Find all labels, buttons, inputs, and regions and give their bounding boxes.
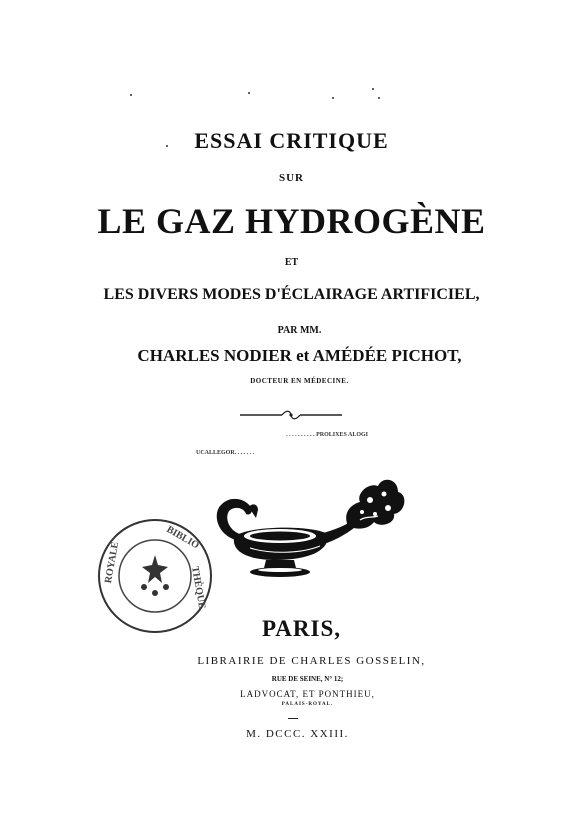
main-title: LE GAZ HYDROGÈNE [97, 201, 486, 241]
speck [332, 97, 334, 99]
imprint-co-publisher: LADVOCAT, ET PONTHIEU, [240, 689, 375, 699]
svg-text:THÈQUE: THÈQUE [189, 565, 208, 610]
svg-text:BIBLIO: BIBLIO [164, 524, 201, 552]
divider [288, 718, 298, 719]
oil-lamp-illustration [210, 468, 410, 588]
speck [372, 88, 374, 90]
title-line-1: ESSAI CRITIQUE [194, 128, 389, 153]
title-line-4: ET [284, 257, 299, 268]
speck [130, 94, 132, 96]
imprint-publisher: LIBRAIRIE DE CHARLES GOSSELIN, [197, 655, 426, 667]
speck [248, 92, 250, 94]
subtitle: LES DIVERS MODES D'ÉCLAIRAGE ARTIFICIEL, [103, 286, 480, 303]
imprint-city: PARIS, [261, 616, 342, 641]
handwritten-annotation-a: . . . . . . . . . . PROLIXES ALOGI [286, 432, 368, 438]
ornament-rule [238, 409, 344, 421]
author-names: CHARLES NODIER et AMÉDÉE PICHOT, [137, 346, 462, 365]
imprint-year: M. DCCC. XXIII. [246, 728, 349, 740]
imprint-address: RUE DE SEINE, N° 12; [271, 675, 344, 683]
imprint-co-address: PALAIS-ROYAL. [281, 702, 334, 707]
handwritten-annotation-b: UCALLEGOR. . . . . . . [196, 450, 255, 456]
speck [378, 97, 380, 99]
authors-by: PAR MM. [277, 325, 322, 336]
svg-text:ROYALE: ROYALE [103, 540, 122, 585]
title-line-2: SUR [278, 172, 304, 184]
author-role: DOCTEUR EN MÉDECINE. [250, 377, 349, 385]
